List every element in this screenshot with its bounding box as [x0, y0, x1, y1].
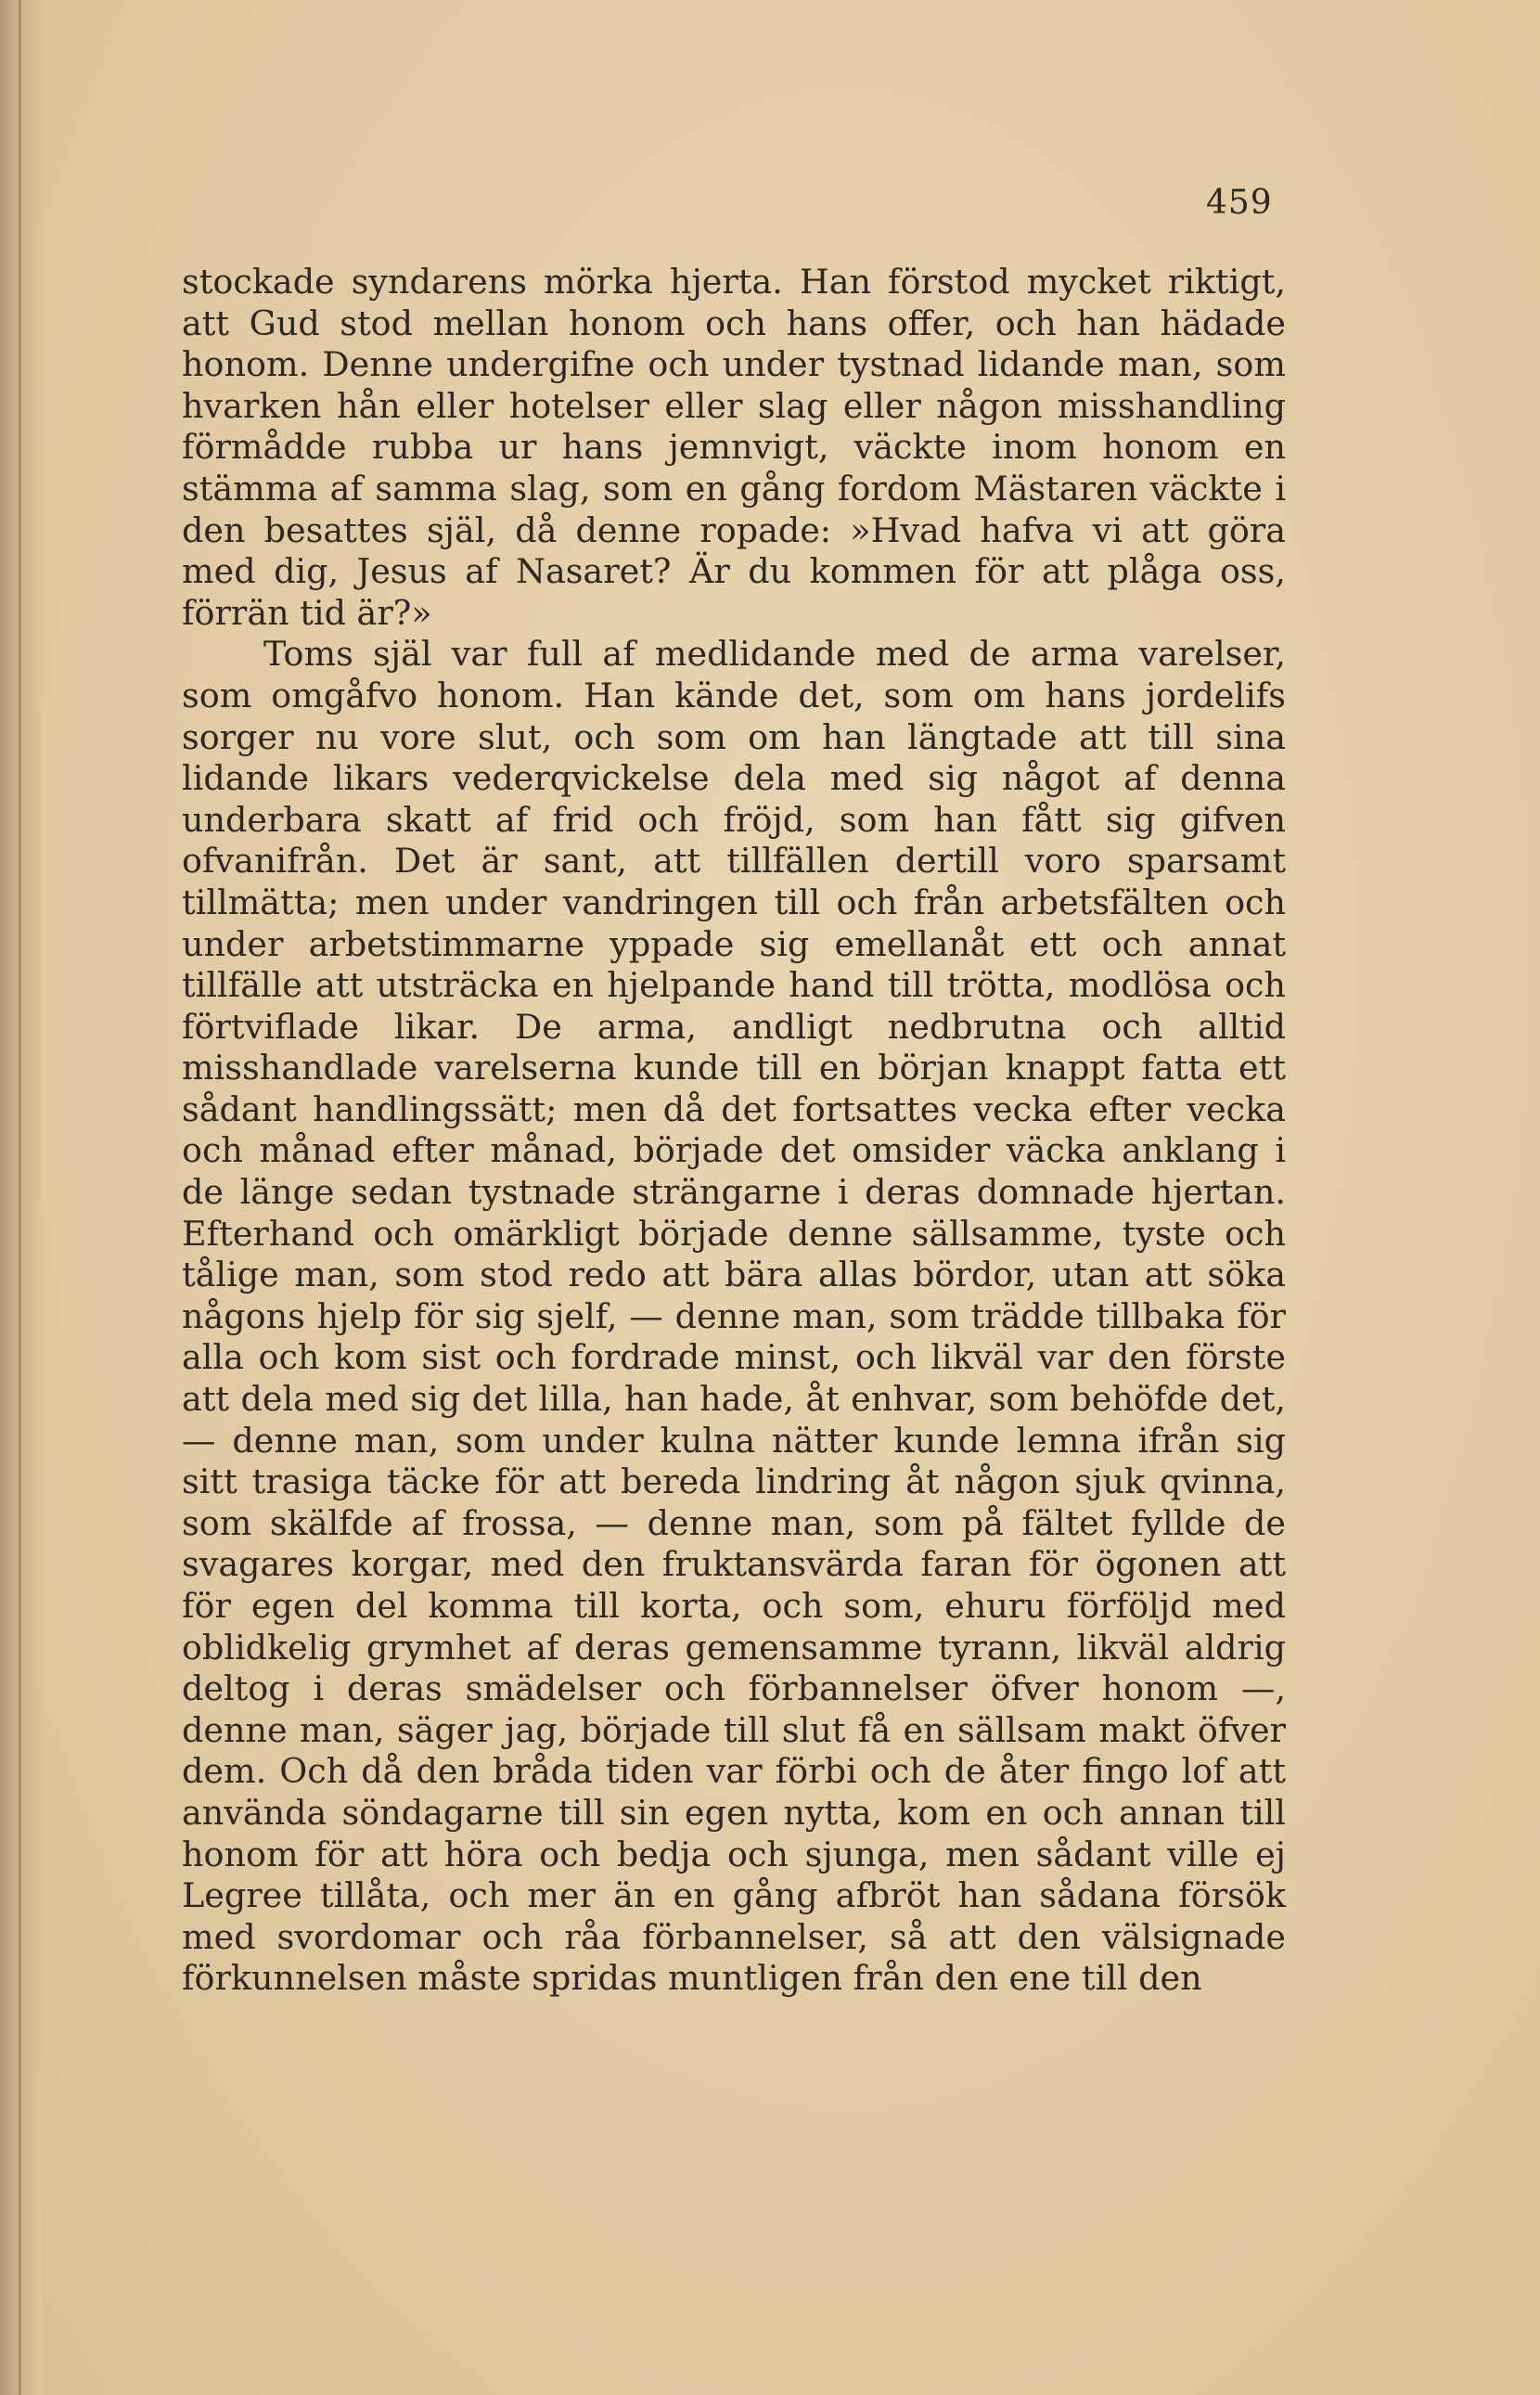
binding-line: [19, 0, 21, 2395]
paragraph-1: stockade syndarens mörka hjerta. Han förstod mycket riktigt, att Gud stod mellan honom och hans offer, och han hädade honom. Denne undergifne och under tystnad lidande man, som hvarken hån eller hotelser eller slag eller någon misshandling förmådde rubba ur hans jemnvigt, väckte inom honom en stämma af samma slag, som en gång fordom Mästaren väckte i den besattes själ, då denne ropade: »Hvad hafva vi att göra med dig, Jesus af Nasaret? Är du kommen för att plåga oss, förrän tid är?»: [182, 262, 1286, 633]
body-text: [182, 262, 1286, 2000]
page-number: 459: [1206, 184, 1273, 222]
binding-edge: [0, 0, 43, 2395]
paragraph-2: Toms själ var full af medlidande med de arma varelser, som omgåfvo honom. Han kände det, som om hans jordelifs sorger nu vore slut, och som om han längtade att till sina lidande likars vederqvickelse dela med sig något af denna underbara skatt af frid och fröjd, som han fått sig gifven ofvanifrån. Det är sant, att tillfällen dertill voro sparsamt tillmätta; men under vandringen till och från arbetsfälten och under arbetstimmarne yppade sig emellanåt ett och annat tillfälle att utsträcka en hjelpande hand till trötta, modlösa och förtviflade likar. De arma, andligt nedbrutna och alltid misshandlade varelserna kunde till en början knappt fatta ett sådant handlingssätt; men då det fortsattes vecka efter vecka och månad efter månad, började det omsider väcka anklang i de länge sedan tystnade strängarne i deras domnade hjertan. Efterhand och omärkligt började denne sällsamme, tyste och tålige man, som stod redo att bära allas bördor, utan att söka någons hjelp för sig sjelf, — denne man, som trädde tillbaka för alla och kom sist och fordrade minst, och likväl var den förste att dela med sig det lilla, han hade, åt enhvar, som behöfde det, — denne man, som under kulna nätter kunde lemna ifrån sig sitt trasiga täcke för att bereda lindring åt någon sjuk qvinna, som skälfde af frossa, — denne man, som på fältet fyllde de svagares korgar, med den fruktansvärda faran för ögonen att för egen del komma till korta, och som, ehuru förföljd med oblidkelig grymhet af deras gemensamme tyrann, likväl aldrig deltog i deras smädelser och förbannelser öfver honom —, denne man, säger jag, började till slut få en sällsam makt öfver dem. Och då den bråda tiden var förbi och de åter fingo lof att använda söndagarne till sin egen nytta, kom en och annan till honom för att höra och bedja och sjunga, men sådant ville ej Legree tillåta, och mer än en gång afbröt han sådana försök med svordomar och råa förbannelser, så att den välsignade förkunnelsen måste spridas muntligen från den ene till den: [182, 634, 1286, 1999]
